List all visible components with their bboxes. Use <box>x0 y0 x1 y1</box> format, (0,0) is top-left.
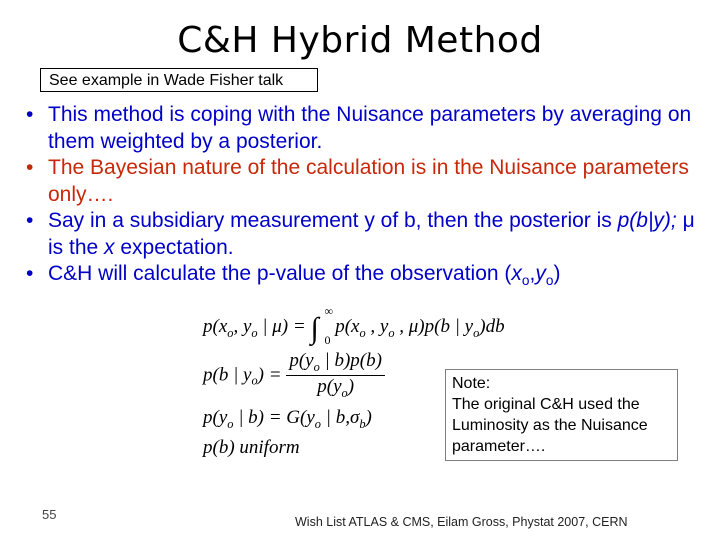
note-box <box>445 369 678 461</box>
bullet-text: This method is coping with the Nuisance parameters by averaging on them weighted by a posterior. <box>48 103 692 153</box>
subscript: o <box>227 416 234 431</box>
subscript: o <box>473 325 480 340</box>
bullet-item <box>22 208 712 261</box>
fraction-denominator <box>286 376 385 401</box>
bullet-text: expectation. <box>114 235 234 259</box>
eq-text: p(x <box>335 316 360 337</box>
slide-number: 55 <box>42 507 57 522</box>
slide-title: C&H Hybrid Method <box>177 20 543 61</box>
bullet-text: ) <box>553 262 561 285</box>
bullet-item <box>22 102 712 155</box>
eq-text: ) <box>347 375 355 397</box>
eq-text: p(y <box>317 375 342 397</box>
bullet-text: Say in a subsidiary measurement y of b, then the posterior is <box>48 209 618 232</box>
subscript: o <box>314 416 321 431</box>
note-label: Note: <box>452 375 491 392</box>
eq-text: , y <box>233 316 252 337</box>
equation-gaussian <box>203 407 372 432</box>
bullet-item <box>22 261 712 295</box>
eq-text: )db <box>479 316 505 337</box>
bullet-text-italic: p(b|y); <box>617 209 677 232</box>
bullet-text: , <box>529 262 536 285</box>
subscript: b <box>359 416 366 431</box>
equation-likelihood <box>203 304 505 347</box>
eq-text: ) = <box>257 364 282 386</box>
eq-text: | b)p(b) <box>319 350 382 371</box>
bullet-list <box>22 102 712 295</box>
bullet-text: μ is the <box>48 209 695 259</box>
bullet-item <box>22 155 712 208</box>
subscript: o <box>251 373 258 388</box>
subscript: o <box>359 325 366 340</box>
integral-upper: ∞ <box>324 304 334 318</box>
eq-text: | μ) = <box>257 316 306 337</box>
subscript: o <box>313 359 320 374</box>
subscript: o <box>227 325 234 340</box>
note-text: The original C&H used the Luminosity as the Nuisance parameter…. <box>452 396 648 455</box>
reference-note: See example in Wade Fisher talk <box>40 68 318 92</box>
bullet-text-italic: x <box>511 262 522 285</box>
eq-text: p(y <box>289 350 314 371</box>
bullet-text-italic: y <box>535 262 546 285</box>
subscript: o <box>545 273 554 289</box>
fraction <box>286 350 385 401</box>
footer-text: Wish List ATLAS & CMS, Eilam Gross, Phystat 2007, CERN <box>295 515 628 529</box>
equation-prior: p(b) uniform <box>203 437 300 458</box>
eq-text: | b) = G(y <box>233 407 315 428</box>
equation-posterior <box>203 350 385 401</box>
subscript: o <box>341 385 348 400</box>
integral-lower: 0 <box>324 333 331 347</box>
subscript: o <box>251 325 258 340</box>
bullet-text: C&H will calculate the p-value of the observation ( <box>48 262 512 285</box>
fraction-numerator <box>286 350 385 376</box>
bullet-text: The Bayesian nature of the calculation is in the Nuisance parameters only…. <box>48 156 689 206</box>
eq-text: | b,σ <box>320 407 360 428</box>
eq-text: p(y <box>203 407 228 428</box>
subscript: o <box>521 273 530 289</box>
eq-text: p(b | y <box>203 364 252 386</box>
eq-text: , y <box>365 316 389 337</box>
integral-sign: ∫ ∞ 0 <box>310 304 334 347</box>
eq-text: , μ)p(b | y <box>394 316 474 337</box>
eq-text: ) <box>365 407 372 428</box>
bullet-text-italic: x <box>104 235 115 259</box>
subscript: o <box>388 325 395 340</box>
eq-text: p(x <box>203 316 228 337</box>
